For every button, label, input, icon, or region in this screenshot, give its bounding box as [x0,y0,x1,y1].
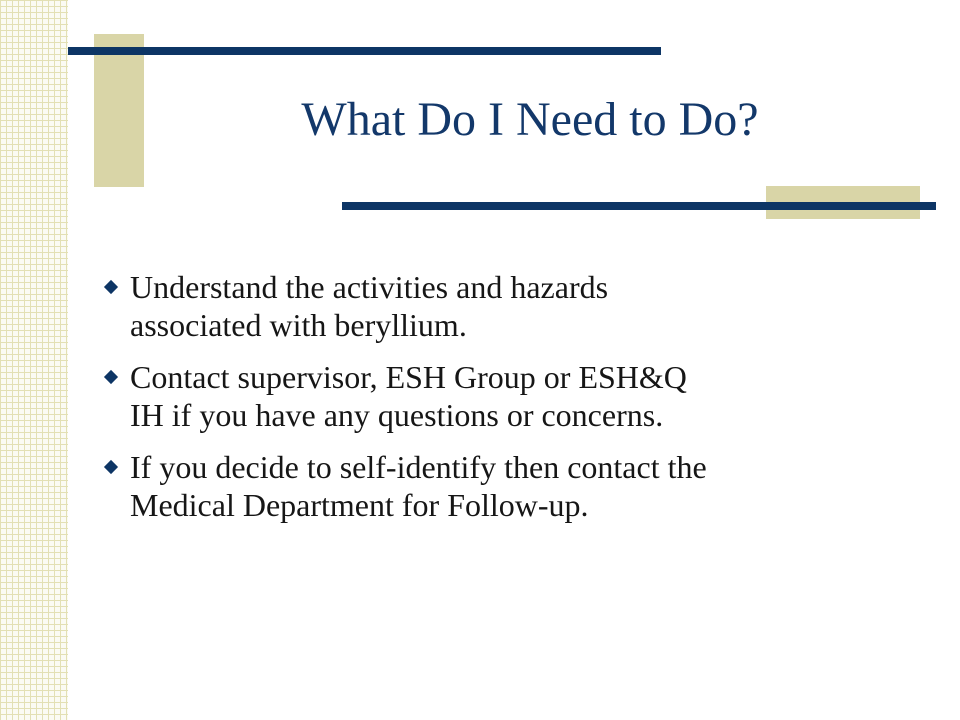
bullet-text-line: Contact supervisor, ESH Group or ESH&Q [130,359,687,395]
bullet-text-line: associated with beryllium. [130,307,467,343]
bullet-item [100,358,920,434]
slide-title: What Do I Need to Do? [301,93,759,146]
bullet-text-line: If you decide to self-identify then contact the [130,449,707,485]
bullet-text-line: IH if you have any questions or concerns. [130,397,664,433]
bullet-item [100,268,920,344]
bullet-text-line: Medical Department for Follow-up. [130,487,589,523]
navy-rule-bottom [342,202,936,210]
bullet-list [100,268,920,538]
diamond-bullet-icon [104,460,118,474]
navy-rule-top [68,47,661,55]
diamond-bullet-icon [104,280,118,294]
diamond-bullet-icon [104,370,118,384]
tan-accent-block-top [94,34,144,187]
bullet-text-line: Understand the activities and hazards [130,269,609,305]
bullet-item [100,448,920,524]
hatched-margin-band [0,0,68,720]
